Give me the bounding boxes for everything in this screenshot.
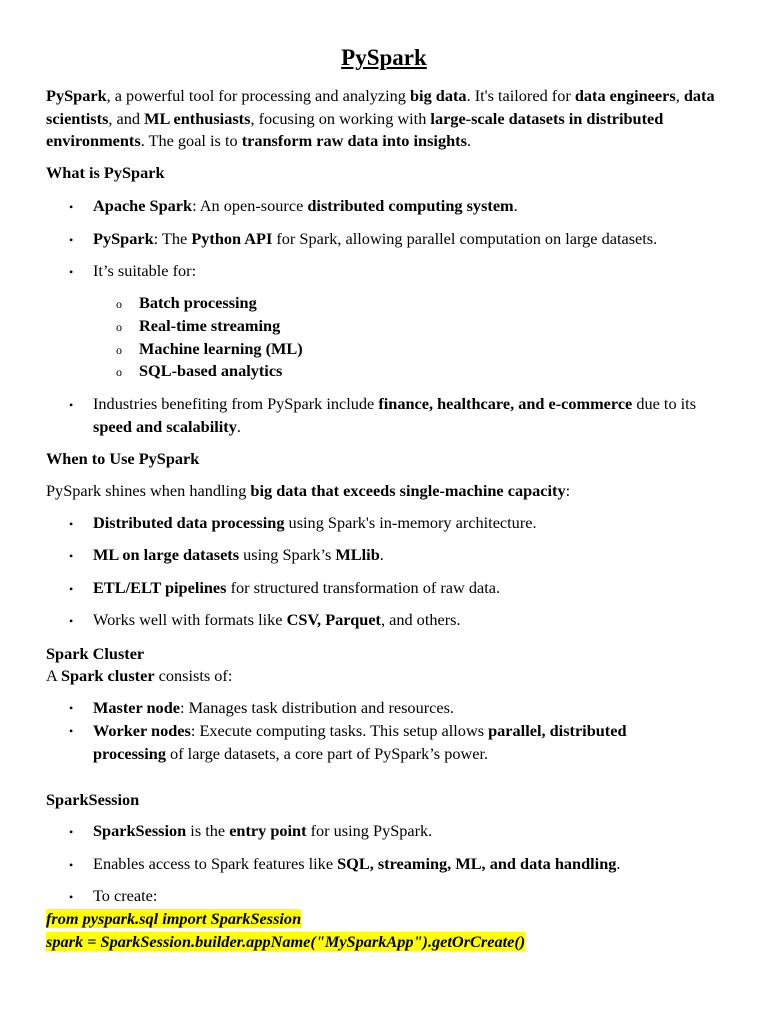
sub-bullet-glyph: o [116, 320, 122, 334]
sub-list-item: SQL-based analytics [139, 361, 283, 380]
sub-bullet-glyph: o [116, 365, 122, 379]
bullet-glyph: • [69, 200, 74, 214]
cluster-intro: A Spark cluster consists of: [46, 666, 233, 685]
section-heading-cluster: Spark Cluster [46, 644, 145, 663]
section-heading-session: SparkSession [46, 790, 140, 809]
sub-bullet-glyph: o [116, 297, 122, 311]
list-item: It’s suitable for: [93, 261, 197, 280]
when-intro: PySpark shines when handling big data that exceeds single-machine capacity: [46, 481, 571, 500]
bullet-glyph: • [69, 265, 74, 279]
bullet-glyph: • [69, 549, 74, 563]
bullet-glyph: • [69, 398, 74, 412]
sub-list-item: Batch processing [139, 293, 257, 312]
code-line-import: from pyspark.sql import SparkSession [46, 909, 302, 928]
sub-list-item: Real-time streaming [139, 316, 281, 335]
list-item: Industries benefiting from PySpark include finance, healthcare, and e-commerce due to its speed and scalability. [93, 394, 697, 436]
bullet-glyph: • [69, 233, 74, 247]
list-item: Distributed data processing using Spark's in-memory architecture. [93, 513, 537, 532]
list-item: Master node: Manages task distribution and resources. [93, 698, 454, 717]
list-item: Enables access to Spark features like SQL, streaming, ML, and data handling. [93, 854, 621, 873]
code-line-create: spark = SparkSession.builder.appName("MySparkApp").getOrCreate() [46, 932, 526, 951]
intro-paragraph: PySpark, a powerful tool for processing and analyzing big data. It's tailored for data engineers, data scientists, and ML enthusiasts, focusing on working with large-scale datasets in distributed environments. The goal is to transform raw data into insights. [46, 86, 715, 150]
sub-bullet-glyph: o [116, 343, 122, 357]
section-heading-what: What is PySpark [46, 163, 165, 182]
list-item: PySpark: The Python API for Spark, allowing parallel computation on large datasets. [93, 229, 658, 248]
bullet-glyph: • [69, 890, 74, 904]
list-item: ETL/ELT pipelines for structured transformation of raw data. [93, 578, 501, 597]
bullet-glyph: • [69, 724, 74, 738]
bullet-glyph: • [69, 614, 74, 628]
sub-list-item: Machine learning (ML) [139, 339, 303, 358]
list-item: Works well with formats like CSV, Parquet, and others. [93, 610, 461, 629]
section-heading-when: When to Use PySpark [46, 449, 200, 468]
list-item: Worker nodes: Execute computing tasks. This setup allows parallel, distributed processing of large datasets, a core part of PySpark’s power. [93, 721, 627, 763]
list-item: Apache Spark: An open-source distributed computing system. [93, 196, 518, 215]
page-title: PySpark [341, 45, 427, 70]
bullet-glyph: • [69, 858, 74, 872]
bullet-glyph: • [69, 701, 74, 715]
list-item: To create: [93, 886, 158, 905]
bullet-glyph: • [69, 517, 74, 531]
list-item: ML on large datasets using Spark’s MLlib. [93, 545, 384, 564]
bullet-glyph: • [69, 825, 74, 839]
list-item: SparkSession is the entry point for using PySpark. [93, 821, 433, 840]
bullet-glyph: • [69, 582, 74, 596]
